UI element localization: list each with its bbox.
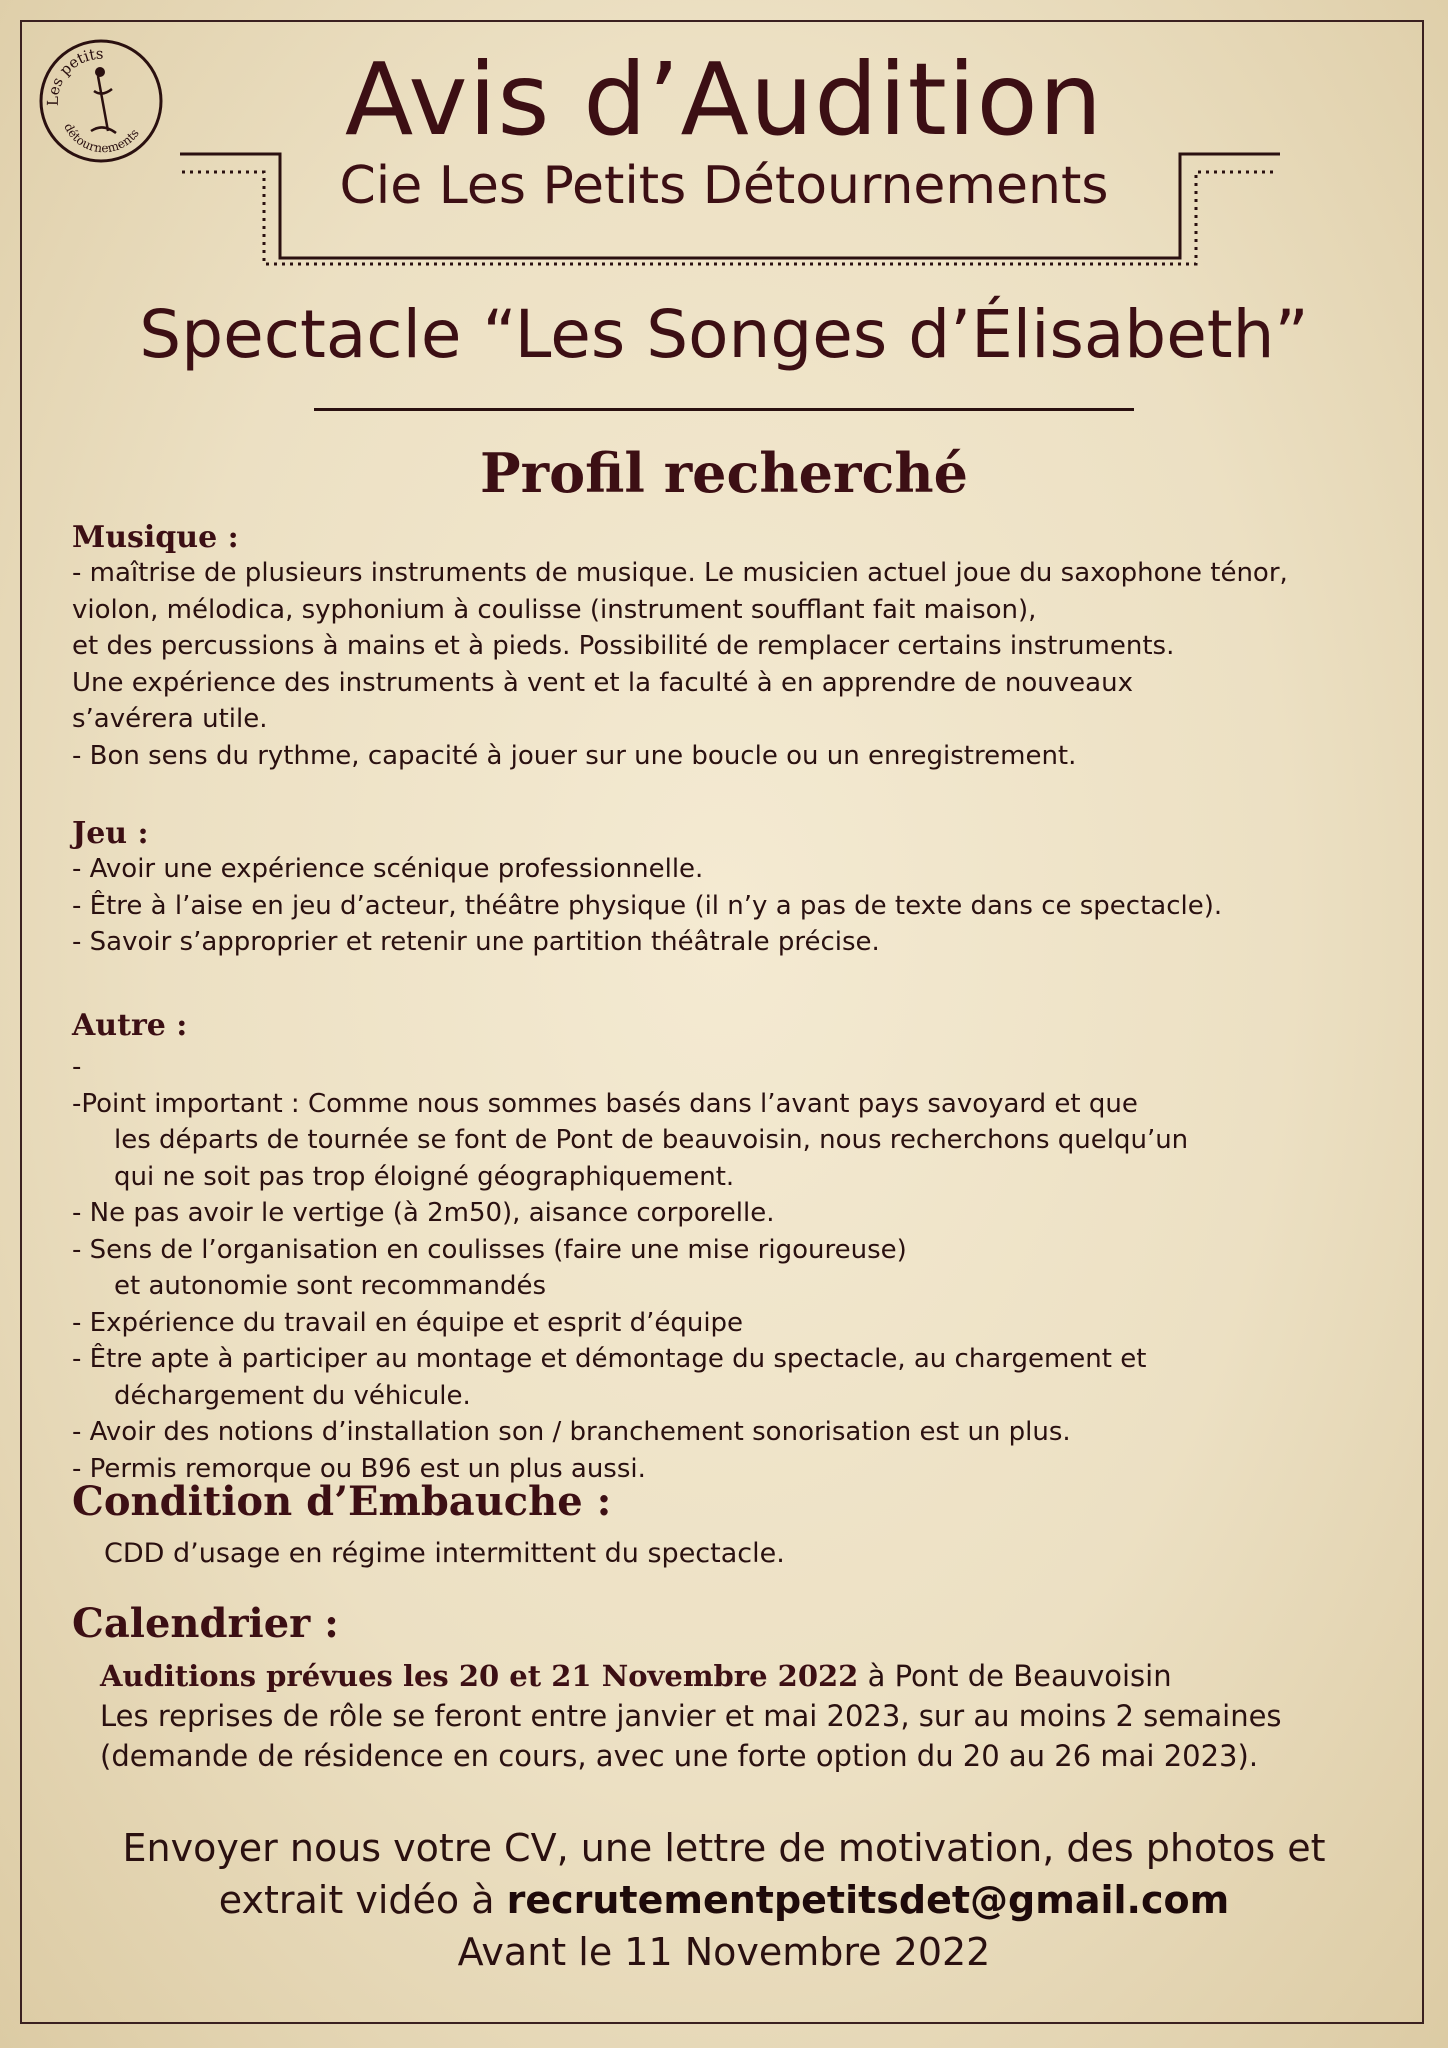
section-musique [72,520,1402,774]
logo-text-bottom: détournements [61,120,142,156]
section-autre [72,1008,1402,1487]
musique-line: violon, mélodica, syphonium à coulisse (instrument soufflant fait maison), [72,594,1037,625]
jeu-line: - Avoir une expérience scénique professionnelle. [72,854,704,884]
musique-line: - Bon sens du rythme, capacité à jouer sur une boucle ou un enregistrement. [72,740,1077,771]
footer-line-2 [0,1874,1448,1926]
autre-line: - Avoir des notions d’installation son / branchement sonorisation est un plus. [72,1417,1071,1447]
autre-line: - Sens de l’organisation en coulisses (faire une mise rigoureuse) [72,1234,907,1265]
page-title: Avis d’Audition [344,41,1104,158]
company-name: Cie Les Petits Détournements [339,156,1109,216]
calendrier-heading: Calendrier : [72,1600,339,1647]
auditions-place: à Pont de Beauvoisin [858,1659,1172,1693]
calendrier-line: (demande de résidence en cours, avec une forte option du 20 au 26 mai 2023). [100,1739,1259,1773]
section-condition [72,1478,1402,1573]
show-title: Spectacle “Les Songes d’Élisabeth” [139,296,1309,373]
section-calendrier [72,1600,1402,1776]
calendrier-auditions [72,1656,1402,1696]
jeu-line: - Être à l’aise en jeu d’acteur, théâtre physique (il n’y a pas de texte dans ce spectacle). [72,890,1223,921]
autre-heading: Autre : [72,1008,188,1043]
footer-line-1: Envoyer nous votre CV, une lettre de motivation, des photos et [122,1826,1326,1870]
autre-line: -Point important : Comme nous sommes basés dans l’avant pays savoyard et que [72,1088,1138,1119]
autre-line: - Ne pas avoir le vertige (à 2m50), aisance corporelle. [72,1198,775,1228]
condition-heading: Condition d’Embauche : [72,1478,612,1525]
footer-deadline: Avant le 11 Novembre 2022 [457,1930,991,1974]
musique-line: - maîtrise de plusieurs instruments de musique. Le musicien actuel joue du saxophone ténor, [72,558,1288,588]
autre-line: - Être apte à participer au montage et démontage du spectacle, au chargement et [72,1344,1147,1374]
autre-line: déchargement du véhicule. [114,1380,471,1411]
section-title-profile: Profil recherché [480,441,968,505]
musique-line: Une expérience des instruments à vent et la faculté à en apprendre de nouveaux [72,667,1133,698]
musique-line: s’avérera utile. [72,704,268,734]
footer-prefix: extrait vidéo à [218,1878,507,1922]
autre-line: - Permis remorque ou B96 est un plus aussi. [72,1453,646,1484]
auditions-dates: Auditions prévues les 20 et 21 Novembre 2022 [100,1659,859,1693]
logo-text-top: Les petits [43,44,104,107]
autre-line: - Expérience du travail en équipe et esprit d’équipe [72,1307,744,1338]
autre-line: et autonomie sont recommandés [114,1271,546,1301]
autre-line: - [72,1052,82,1082]
musique-line: et des percussions à mains et à pieds. Possibilité de remplacer certains instruments. [72,631,1175,661]
contact-email-link[interactable]: recrutementpetitsdet@gmail.com [506,1878,1230,1922]
divider [314,408,1134,411]
condition-text: CDD d’usage en régime intermittent du spectacle. [104,1538,785,1569]
section-jeu [72,816,1402,961]
jeu-line: - Savoir s’approprier et retenir une partition théâtrale précise. [72,927,880,957]
musique-heading: Musique : [72,520,239,555]
jeu-heading: Jeu : [72,816,149,851]
autre-line: les départs de tournée se font de Pont de beauvoisin, nous recherchons quelqu’un [114,1125,1189,1155]
footer-contact [0,1822,1448,1978]
autre-line: qui ne soit pas trop éloigné géographiquement. [114,1161,735,1192]
calendrier-line: Les reprises de rôle se feront entre janvier et mai 2023, sur au moins 2 semaines [100,1699,1282,1733]
